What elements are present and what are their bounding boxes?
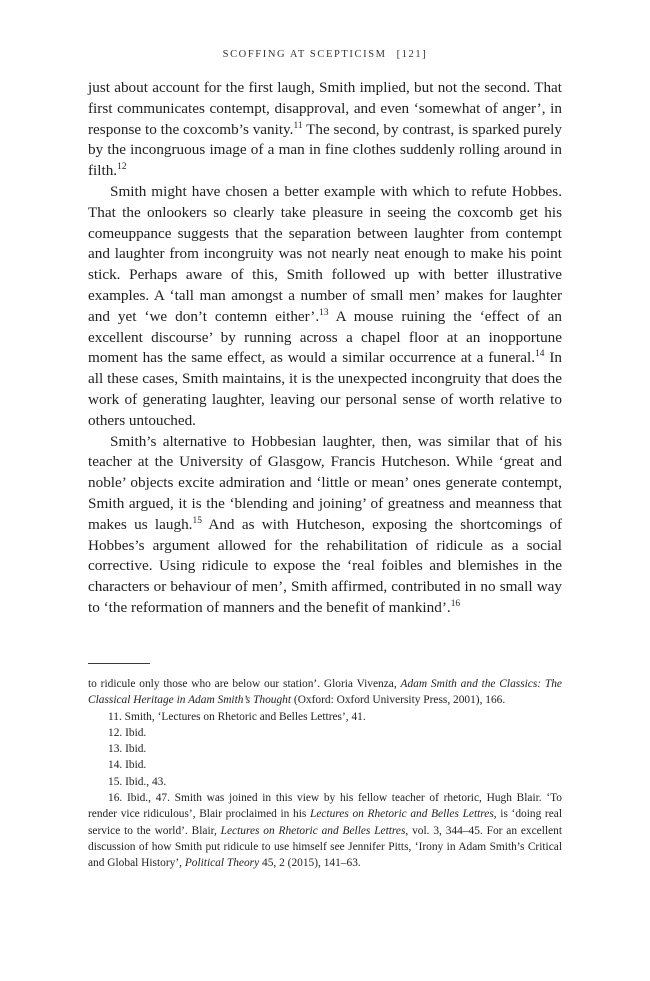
- footnote-ref-11[interactable]: 11: [293, 120, 303, 131]
- paragraph-3: [88, 432, 562, 619]
- paragraph-2: [88, 182, 562, 432]
- footnote-text: 16. Ibid., 47. Smith was joined in this view by his fellow teacher of rhetoric, Hugh Blair. ‘To render vice ridiculous’, Blair proclaimed in his: [88, 792, 562, 821]
- footnote-separator: [88, 663, 150, 664]
- footnote-15: 15. Ibid., 43.: [108, 775, 167, 788]
- footnote-ref-12[interactable]: 12: [117, 162, 127, 173]
- paragraph-text: A mouse ruining the ‘effect of an excellent discourse’ by running across a chapel floor at an inopportune moment has the same effect, as would a similar occurrence at a funeral.: [88, 307, 562, 367]
- book-title: Adam Smith and the Classics: The Classical Heritage in Adam Smith’s Thought: [88, 678, 562, 707]
- footnote-text: 45, 2 (2015), 141–63.: [259, 857, 361, 870]
- footnote-ref-15[interactable]: 15: [192, 515, 202, 526]
- paragraph-1: [88, 78, 562, 182]
- book-title: Lectures on Rhetoric and Belles Lettres: [220, 824, 406, 837]
- paragraph-text: just about account for the first laugh, Smith implied, but not the second. That first communicates contempt, disapproval, and even ‘somewhat of anger’, in response to the coxcomb’s vanity.: [88, 79, 562, 138]
- footnote-14: 14. Ibid.: [108, 759, 147, 772]
- footnote-16: [88, 790, 562, 871]
- footnote-13: 13. Ibid.: [108, 743, 147, 756]
- footnotes: [88, 676, 562, 872]
- footnote-text: , is ‘doing real service to the world’. Blair,: [88, 808, 563, 837]
- paragraph-text: And as with Hutcheson, exposing the shortcomings of Hobbes’s argument allowed for the rehabilitation of ridicule as a social corrective. Using ridicule to expose the ‘real foibles and blemishes in the characters or behaviour of men’, Smith affirmed, contributed in no small way to ‘the reformation of manners and the benefit of mankind’.: [88, 515, 563, 616]
- paragraph-text: In all these cases, Smith maintains, it is the unexpected incongruity that does the work of generating laughter, leaving our personal sense of worth relative to others untouched.: [88, 349, 562, 429]
- footnote-ref-16[interactable]: 16: [450, 599, 461, 610]
- paragraph-text: Smith might have chosen a better example with which to refute Hobbes. That the onlookers so clearly take pleasure in seeing the coxcomb get his comeuppance suggests that the separation between laughter from contempt and laughter from incongruity was not nearly neat enough to make his point stick. Perhaps aware of this, Smith followed up with better illustrative examples. A ‘tall man amongst a number of small men’ makes for laughter and yet ‘we don’t contemn either’.: [88, 182, 562, 325]
- paragraph-text: The second, by contrast, is sparked purely by the incongruous image of a man in fine clothes suddenly rolling around in filth.: [88, 120, 562, 180]
- body-text: [88, 78, 562, 619]
- footnote-continuation: [88, 676, 562, 709]
- footnote-11: 11. Smith, ‘Lectures on Rhetoric and Belles Lettres’, 41.: [108, 710, 366, 723]
- journal-title: Political Theory: [184, 857, 260, 870]
- running-head-title: SCOFFING AT SCEPTICISM: [222, 49, 387, 60]
- footnote-text: (Oxford: Oxford University Press, 2001), 166.: [291, 694, 506, 707]
- footnote-text: , vol. 3, 344–45. For an excellent discussion of how Smith put ridicule to use himself see Jennifer Pitts, ‘Irony in Adam Smith’s Critical and Global History’,: [88, 824, 562, 870]
- footnote-text: to ridicule only those who are below our station’. Gloria Vivenza,: [88, 678, 401, 690]
- book-title: Lectures on Rhetoric and Belles Lettres: [309, 808, 494, 821]
- running-head: [0, 49, 650, 60]
- footnote-ref-13[interactable]: 13: [319, 307, 329, 318]
- paragraph-text: Smith’s alternative to Hobbesian laughter, then, was similar that of his teacher at the University of Glasgow, Francis Hutcheson. While ‘great and noble’ objects excite admiration and ‘little or mean’ ones generate contempt, Smith argued, it is the ‘blending and joining’ of greatness and meanness that makes us laugh.: [88, 432, 562, 533]
- footnote-12: 12. Ibid.: [108, 726, 147, 739]
- footnote-ref-14[interactable]: 14: [535, 349, 545, 360]
- page-number: [121]: [396, 49, 428, 60]
